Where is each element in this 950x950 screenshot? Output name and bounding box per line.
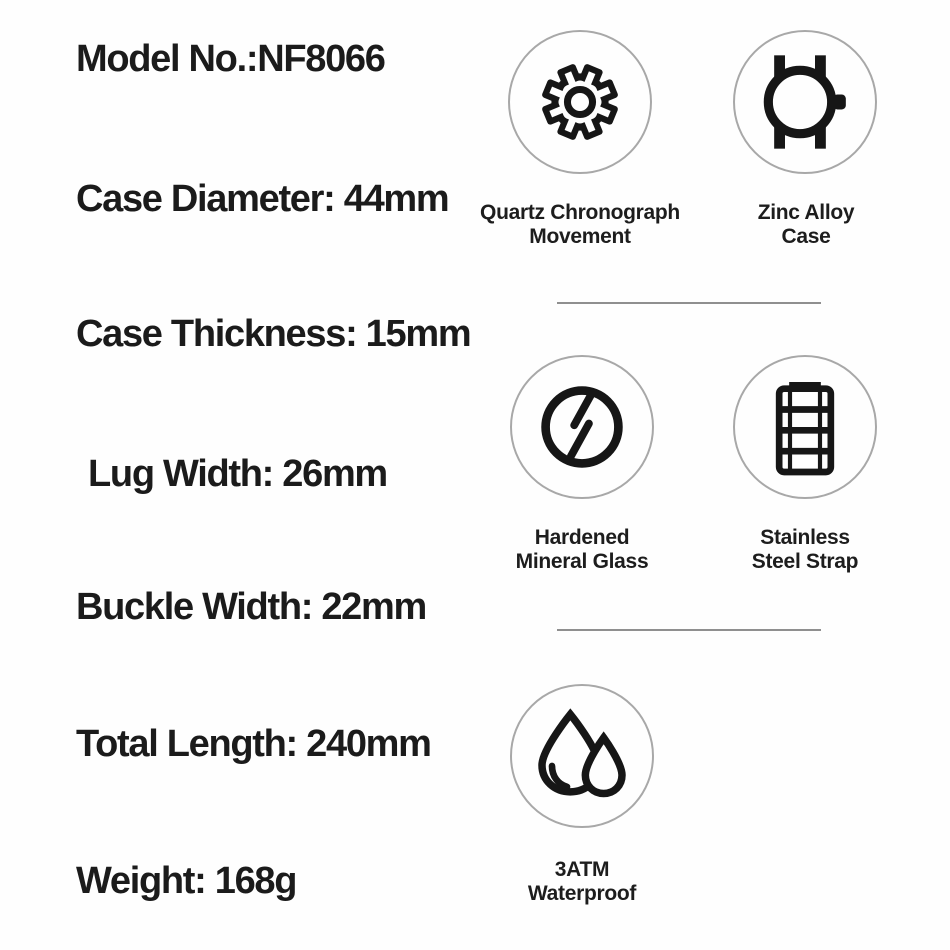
feature-circle-movement [508, 30, 652, 174]
divider [557, 302, 821, 304]
feature-circle-waterproof [510, 684, 654, 828]
feature-label-line: Stainless [760, 526, 850, 549]
steel-strap-icon [755, 377, 855, 477]
gear-icon [533, 55, 627, 149]
feature-circle-case [733, 30, 877, 174]
spec-case-thickness: Case Thickness: 15mm [76, 313, 471, 355]
feature-label-line: Hardened [534, 526, 630, 549]
feature-label-line: Case [781, 225, 831, 248]
feature-label-glass [452, 526, 712, 574]
watch-case-icon [755, 52, 855, 152]
water-drops-icon [532, 706, 632, 806]
feature-label-line: Waterproof [527, 882, 637, 905]
feature-label-line: Mineral Glass [515, 550, 649, 573]
feature-label-line: Steel Strap [751, 550, 859, 573]
spec-total-length: Total Length: 240mm [76, 723, 431, 765]
feature-circle-glass [510, 355, 654, 499]
spec-model-no: Model No.:NF8066 [76, 38, 385, 80]
divider [557, 629, 821, 631]
feature-label-line: 3ATM [554, 858, 610, 881]
feature-circle-strap [733, 355, 877, 499]
mineral-glass-icon [530, 375, 634, 479]
feature-label-line: Movement [529, 225, 631, 248]
feature-label-line: Zinc Alloy [757, 201, 855, 224]
feature-label-case [676, 201, 936, 249]
feature-label-waterproof [452, 858, 712, 906]
spec-weight: Weight: 168g [76, 860, 297, 902]
feature-label-line: Quartz Chronograph [480, 201, 680, 224]
spec-case-diameter: Case Diameter: 44mm [76, 178, 449, 220]
feature-label-movement [450, 201, 710, 249]
feature-label-strap [675, 526, 935, 574]
spec-buckle-width: Buckle Width: 22mm [76, 586, 426, 628]
spec-lug-width: Lug Width: 26mm [88, 453, 387, 495]
